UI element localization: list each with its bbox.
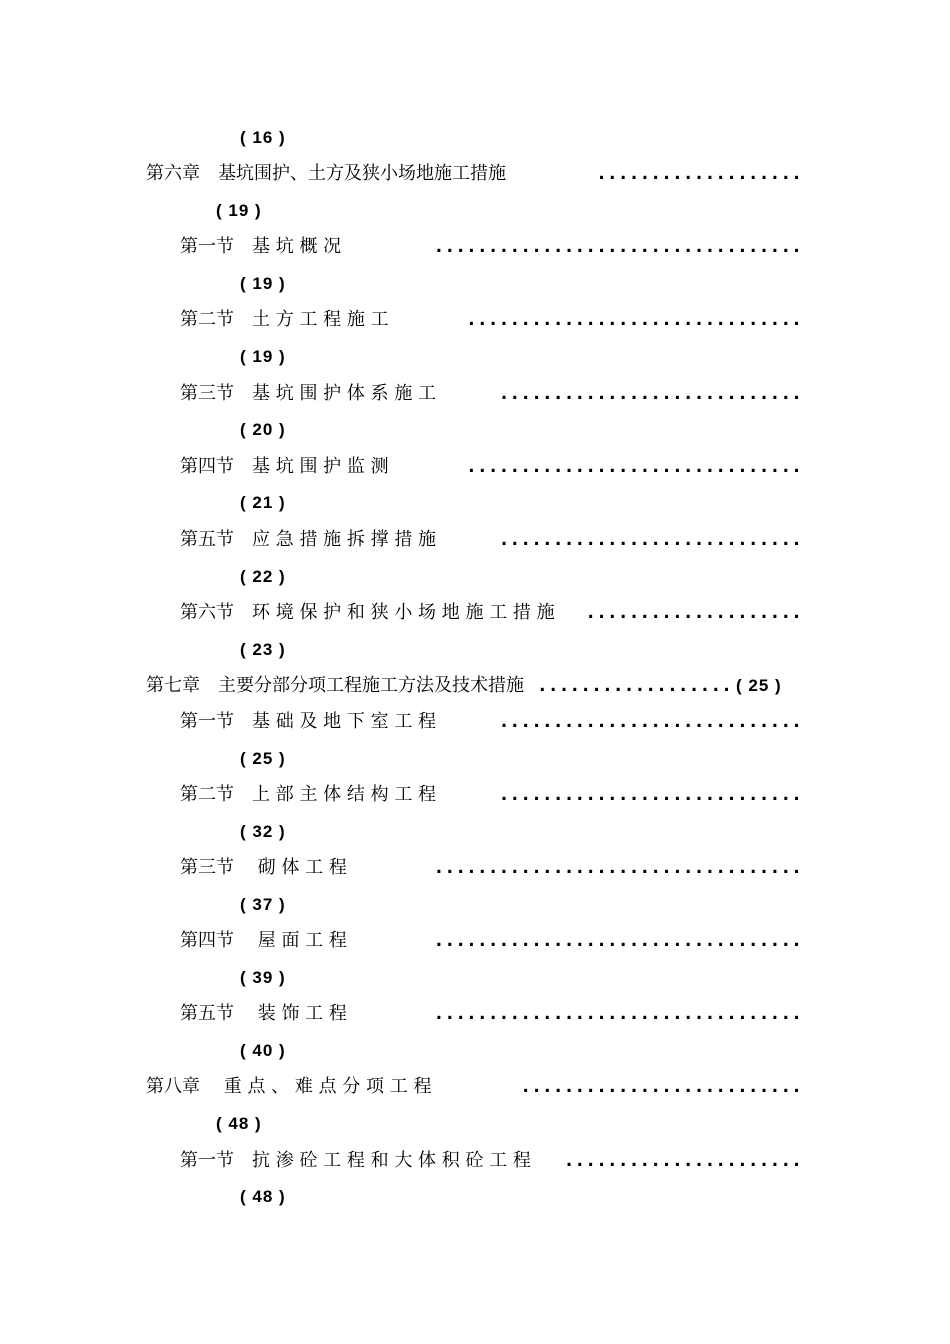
dot-leader: ............................... <box>466 456 802 477</box>
section-title: 第一节 基 础 及 地 下 室 工 程 <box>180 711 437 732</box>
toc-chapter-8[interactable] <box>0 1069 950 1105</box>
section-title: 第五节 装 饰 工 程 <box>180 1003 347 1024</box>
dot-leader: ................... <box>596 163 802 184</box>
page-number: ( 19 ) <box>216 201 262 220</box>
page-number: ( 19 ) <box>240 347 286 366</box>
dot-leader: .................................. <box>433 857 802 878</box>
section-title: 第一节 基 坑 概 况 <box>180 236 342 257</box>
page-number: ( 25 ) <box>736 676 782 695</box>
section-title: 第四节 屋 面 工 程 <box>180 930 347 951</box>
toc-section-7-2-page <box>0 814 950 850</box>
page-number: ( 39 ) <box>240 968 286 987</box>
dot-leader: .......................... <box>520 1076 802 1097</box>
section-title: 第二节 上 部 主 体 结 构 工 程 <box>180 784 437 805</box>
dot-leader: .................... <box>585 602 802 623</box>
toc-section-6-3-page <box>0 412 950 448</box>
toc-section-7-5-page <box>0 1033 950 1069</box>
toc-continuation <box>0 120 950 156</box>
toc-section-7-3[interactable] <box>0 850 950 886</box>
section-title: 第六节 环 境 保 护 和 狭 小 场 地 施 工 措 施 <box>180 602 555 623</box>
toc-section-8-1[interactable] <box>0 1143 950 1179</box>
page-number: ( 19 ) <box>240 274 286 293</box>
page-number: ( 37 ) <box>240 895 286 914</box>
section-title: 第四节 基 坑 围 护 监 测 <box>180 456 389 477</box>
toc-section-6-4[interactable] <box>0 449 950 485</box>
page-number: ( 16 ) <box>240 128 286 147</box>
toc-section-6-5-page <box>0 559 950 595</box>
toc-section-6-6[interactable] <box>0 595 950 631</box>
section-title: 第二节 土 方 工 程 施 工 <box>180 309 389 330</box>
toc-section-6-4-page <box>0 485 950 521</box>
dot-leader: .................................. <box>433 1003 802 1024</box>
toc-section-6-1[interactable] <box>0 229 950 265</box>
toc-section-7-4[interactable] <box>0 923 950 959</box>
toc-section-7-4-page <box>0 960 950 996</box>
toc-section-6-5[interactable] <box>0 522 950 558</box>
chapter-title: 第八章 重 点 、 难 点 分 项 工 程 <box>146 1076 432 1097</box>
dot-leader: .................................. <box>433 930 802 951</box>
page-number: ( 23 ) <box>240 640 286 659</box>
page-number: ( 48 ) <box>240 1187 286 1206</box>
page-number: ( 21 ) <box>240 493 286 512</box>
dot-leader: ............................ <box>498 383 802 404</box>
toc-chapter-8-page <box>0 1106 950 1142</box>
toc-section-6-6-page <box>0 632 950 668</box>
section-title: 第五节 应 急 措 施 拆 撑 措 施 <box>180 529 437 550</box>
page-number: ( 32 ) <box>240 822 286 841</box>
dot-leader: ...................... <box>563 1150 802 1171</box>
toc-section-7-1[interactable] <box>0 704 950 740</box>
dot-leader: ............................ <box>498 529 802 550</box>
dot-leader: ............................ <box>498 711 802 732</box>
toc-section-7-5[interactable] <box>0 996 950 1032</box>
chapter-title: 第六章 基坑围护、土方及狭小场地施工措施 <box>146 163 506 184</box>
toc-chapter-6[interactable] <box>0 156 950 192</box>
toc-section-6-2-page <box>0 339 950 375</box>
dot-leader: .................................. <box>433 236 802 257</box>
page-number: ( 20 ) <box>240 420 286 439</box>
toc-section-7-2[interactable] <box>0 777 950 813</box>
page-number: ( 40 ) <box>240 1041 286 1060</box>
toc-section-7-3-page <box>0 887 950 923</box>
toc-section-6-1-page <box>0 266 950 302</box>
page-number: ( 22 ) <box>240 567 286 586</box>
section-title: 第三节 基 坑 围 护 体 系 施 工 <box>180 383 437 404</box>
toc-section-6-2[interactable] <box>0 302 950 338</box>
page-number: ( 48 ) <box>216 1114 262 1133</box>
toc-chapter-7[interactable] <box>0 668 950 704</box>
dot-leader: ............................... <box>466 309 802 330</box>
section-title: 第一节 抗 渗 砼 工 程 和 大 体 积 砼 工 程 <box>180 1150 531 1171</box>
toc-chapter-6-page <box>0 193 950 229</box>
dot-leader: ............................ <box>498 784 802 805</box>
dot-leader: .................. <box>536 675 732 696</box>
section-title: 第三节 砌 体 工 程 <box>180 857 347 878</box>
toc-section-7-1-page <box>0 741 950 777</box>
toc-section-8-1-page <box>0 1179 950 1215</box>
toc-section-6-3[interactable] <box>0 376 950 412</box>
page-number: ( 25 ) <box>240 749 286 768</box>
chapter-title: 第七章 主要分部分项工程施工方法及技术措施 <box>146 675 524 696</box>
